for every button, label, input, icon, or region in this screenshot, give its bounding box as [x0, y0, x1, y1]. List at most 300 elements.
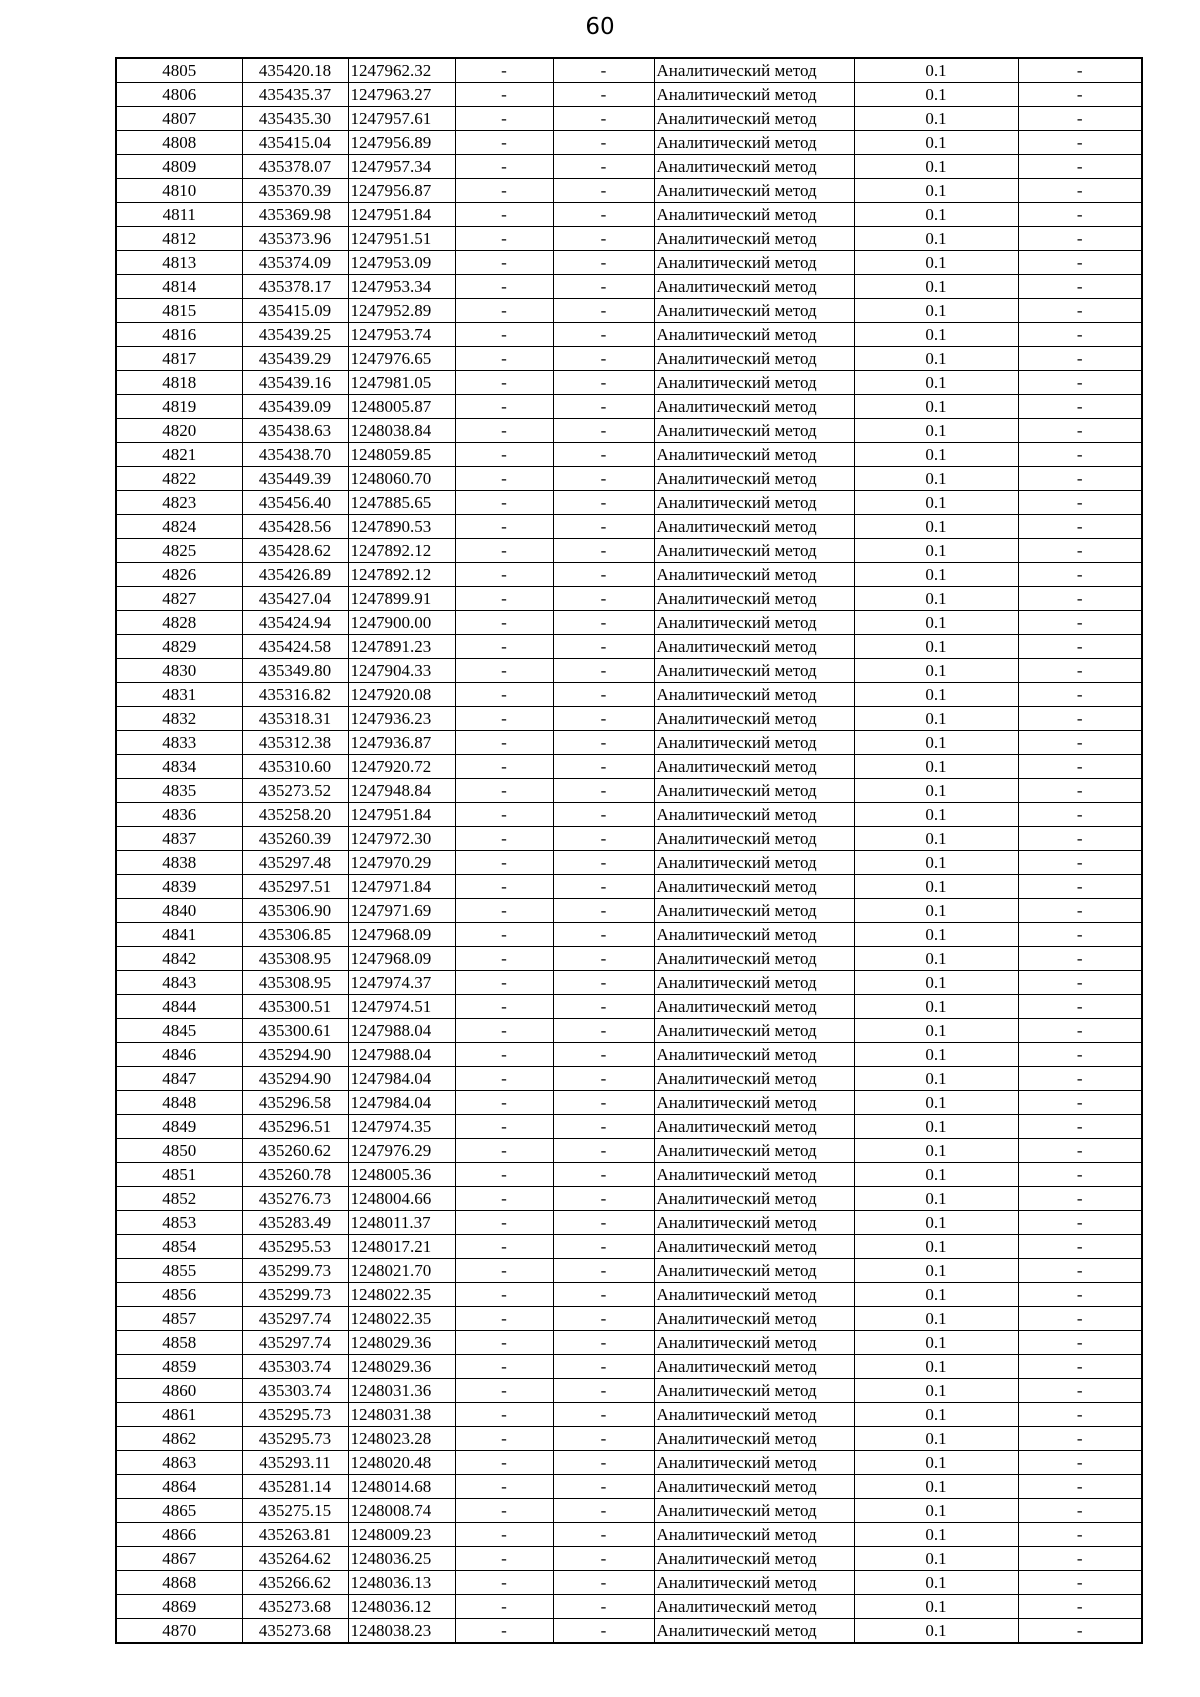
point-number-cell: 4834 — [116, 755, 242, 779]
y-coordinate-cell: 1247953.09 — [348, 251, 455, 275]
accuracy-cell: 0.1 — [854, 1523, 1018, 1547]
y-coordinate-cell: 1248022.35 — [348, 1283, 455, 1307]
y-coordinate-cell: 1248004.66 — [348, 1187, 455, 1211]
empty-dash-cell: - — [455, 1427, 553, 1451]
empty-dash-cell: - — [553, 1427, 654, 1451]
point-number-cell: 4845 — [116, 1019, 242, 1043]
y-coordinate-cell: 1247885.65 — [348, 491, 455, 515]
y-coordinate-cell: 1247956.89 — [348, 131, 455, 155]
x-coordinate-cell: 435318.31 — [242, 707, 348, 731]
point-number-cell: 4847 — [116, 1067, 242, 1091]
y-coordinate-cell: 1248031.38 — [348, 1403, 455, 1427]
empty-dash-cell: - — [553, 155, 654, 179]
empty-dash-cell: - — [553, 1331, 654, 1355]
empty-dash-cell: - — [553, 1595, 654, 1619]
empty-dash-cell: - — [1018, 203, 1142, 227]
table-row — [116, 371, 1142, 395]
point-number-cell: 4817 — [116, 347, 242, 371]
empty-dash-cell: - — [1018, 443, 1142, 467]
empty-dash-cell: - — [1018, 683, 1142, 707]
y-coordinate-cell: 1248029.36 — [348, 1331, 455, 1355]
y-coordinate-cell: 1248022.35 — [348, 1307, 455, 1331]
empty-dash-cell: - — [1018, 371, 1142, 395]
empty-dash-cell: - — [1018, 58, 1142, 83]
x-coordinate-cell: 435308.95 — [242, 947, 348, 971]
accuracy-cell: 0.1 — [854, 203, 1018, 227]
empty-dash-cell: - — [1018, 179, 1142, 203]
accuracy-cell: 0.1 — [854, 1115, 1018, 1139]
x-coordinate-cell: 435300.51 — [242, 995, 348, 1019]
accuracy-cell: 0.1 — [854, 1163, 1018, 1187]
y-coordinate-cell: 1248036.13 — [348, 1571, 455, 1595]
empty-dash-cell: - — [455, 1139, 553, 1163]
accuracy-cell: 0.1 — [854, 179, 1018, 203]
empty-dash-cell: - — [1018, 1307, 1142, 1331]
empty-dash-cell: - — [455, 923, 553, 947]
table-row — [116, 515, 1142, 539]
table-row — [116, 1619, 1142, 1644]
x-coordinate-cell: 435424.58 — [242, 635, 348, 659]
empty-dash-cell: - — [1018, 107, 1142, 131]
accuracy-cell: 0.1 — [854, 323, 1018, 347]
accuracy-cell: 0.1 — [854, 995, 1018, 1019]
accuracy-cell: 0.1 — [854, 539, 1018, 563]
table-row — [116, 275, 1142, 299]
empty-dash-cell: - — [1018, 1475, 1142, 1499]
empty-dash-cell: - — [455, 467, 553, 491]
empty-dash-cell: - — [455, 1331, 553, 1355]
table-row — [116, 443, 1142, 467]
y-coordinate-cell: 1247974.51 — [348, 995, 455, 1019]
empty-dash-cell: - — [455, 1091, 553, 1115]
empty-dash-cell: - — [455, 1043, 553, 1067]
accuracy-cell: 0.1 — [854, 1571, 1018, 1595]
y-coordinate-cell: 1247968.09 — [348, 947, 455, 971]
method-cell: Аналитический метод — [654, 1571, 854, 1595]
empty-dash-cell: - — [1018, 899, 1142, 923]
empty-dash-cell: - — [1018, 1187, 1142, 1211]
empty-dash-cell: - — [1018, 1139, 1142, 1163]
accuracy-cell: 0.1 — [854, 251, 1018, 275]
point-number-cell: 4867 — [116, 1547, 242, 1571]
method-cell: Аналитический метод — [654, 347, 854, 371]
empty-dash-cell: - — [455, 1475, 553, 1499]
method-cell: Аналитический метод — [654, 155, 854, 179]
y-coordinate-cell: 1248009.23 — [348, 1523, 455, 1547]
empty-dash-cell: - — [455, 1523, 553, 1547]
method-cell: Аналитический метод — [654, 1523, 854, 1547]
point-number-cell: 4805 — [116, 58, 242, 83]
point-number-cell: 4808 — [116, 131, 242, 155]
y-coordinate-cell: 1247953.74 — [348, 323, 455, 347]
empty-dash-cell: - — [553, 1523, 654, 1547]
x-coordinate-cell: 435266.62 — [242, 1571, 348, 1595]
x-coordinate-cell: 435310.60 — [242, 755, 348, 779]
accuracy-cell: 0.1 — [854, 467, 1018, 491]
method-cell: Аналитический метод — [654, 1547, 854, 1571]
empty-dash-cell: - — [553, 1379, 654, 1403]
empty-dash-cell: - — [1018, 995, 1142, 1019]
point-number-cell: 4840 — [116, 899, 242, 923]
y-coordinate-cell: 1248005.36 — [348, 1163, 455, 1187]
point-number-cell: 4838 — [116, 851, 242, 875]
table-row — [116, 1163, 1142, 1187]
y-coordinate-cell: 1247936.87 — [348, 731, 455, 755]
empty-dash-cell: - — [553, 803, 654, 827]
point-number-cell: 4833 — [116, 731, 242, 755]
x-coordinate-cell: 435294.90 — [242, 1067, 348, 1091]
x-coordinate-cell: 435415.04 — [242, 131, 348, 155]
empty-dash-cell: - — [553, 611, 654, 635]
empty-dash-cell: - — [1018, 1235, 1142, 1259]
accuracy-cell: 0.1 — [854, 1307, 1018, 1331]
empty-dash-cell: - — [1018, 227, 1142, 251]
method-cell: Аналитический метод — [654, 1283, 854, 1307]
accuracy-cell: 0.1 — [854, 371, 1018, 395]
empty-dash-cell: - — [553, 947, 654, 971]
point-number-cell: 4813 — [116, 251, 242, 275]
empty-dash-cell: - — [553, 875, 654, 899]
accuracy-cell: 0.1 — [854, 971, 1018, 995]
accuracy-cell: 0.1 — [854, 1235, 1018, 1259]
accuracy-cell: 0.1 — [854, 635, 1018, 659]
y-coordinate-cell: 1247988.04 — [348, 1019, 455, 1043]
point-number-cell: 4857 — [116, 1307, 242, 1331]
y-coordinate-cell: 1248060.70 — [348, 467, 455, 491]
empty-dash-cell: - — [455, 971, 553, 995]
empty-dash-cell: - — [553, 1547, 654, 1571]
empty-dash-cell: - — [455, 635, 553, 659]
table-row — [116, 1379, 1142, 1403]
empty-dash-cell: - — [455, 1619, 553, 1644]
empty-dash-cell: - — [553, 227, 654, 251]
empty-dash-cell: - — [553, 491, 654, 515]
empty-dash-cell: - — [455, 299, 553, 323]
empty-dash-cell: - — [455, 851, 553, 875]
empty-dash-cell: - — [1018, 803, 1142, 827]
x-coordinate-cell: 435415.09 — [242, 299, 348, 323]
empty-dash-cell: - — [455, 827, 553, 851]
empty-dash-cell: - — [1018, 971, 1142, 995]
table-row — [116, 1307, 1142, 1331]
accuracy-cell: 0.1 — [854, 1475, 1018, 1499]
empty-dash-cell: - — [553, 1187, 654, 1211]
empty-dash-cell: - — [455, 203, 553, 227]
point-number-cell: 4824 — [116, 515, 242, 539]
y-coordinate-cell: 1248036.12 — [348, 1595, 455, 1619]
x-coordinate-cell: 435308.95 — [242, 971, 348, 995]
method-cell: Аналитический метод — [654, 1427, 854, 1451]
method-cell: Аналитический метод — [654, 1595, 854, 1619]
method-cell: Аналитический метод — [654, 227, 854, 251]
empty-dash-cell: - — [1018, 1547, 1142, 1571]
empty-dash-cell: - — [1018, 1331, 1142, 1355]
x-coordinate-cell: 435273.52 — [242, 779, 348, 803]
empty-dash-cell: - — [455, 1211, 553, 1235]
empty-dash-cell: - — [1018, 779, 1142, 803]
table-row — [116, 227, 1142, 251]
y-coordinate-cell: 1247952.89 — [348, 299, 455, 323]
accuracy-cell: 0.1 — [854, 779, 1018, 803]
method-cell: Аналитический метод — [654, 467, 854, 491]
empty-dash-cell: - — [553, 1259, 654, 1283]
point-number-cell: 4811 — [116, 203, 242, 227]
y-coordinate-cell: 1248029.36 — [348, 1355, 455, 1379]
x-coordinate-cell: 435428.62 — [242, 539, 348, 563]
empty-dash-cell: - — [553, 275, 654, 299]
accuracy-cell: 0.1 — [854, 659, 1018, 683]
method-cell: Аналитический метод — [654, 1115, 854, 1139]
method-cell: Аналитический метод — [654, 659, 854, 683]
empty-dash-cell: - — [455, 83, 553, 107]
empty-dash-cell: - — [553, 1403, 654, 1427]
point-number-cell: 4870 — [116, 1619, 242, 1644]
method-cell: Аналитический метод — [654, 1355, 854, 1379]
point-number-cell: 4869 — [116, 1595, 242, 1619]
empty-dash-cell: - — [553, 347, 654, 371]
empty-dash-cell: - — [455, 419, 553, 443]
point-number-cell: 4846 — [116, 1043, 242, 1067]
x-coordinate-cell: 435378.17 — [242, 275, 348, 299]
empty-dash-cell: - — [1018, 923, 1142, 947]
empty-dash-cell: - — [1018, 875, 1142, 899]
accuracy-cell: 0.1 — [854, 515, 1018, 539]
point-number-cell: 4825 — [116, 539, 242, 563]
accuracy-cell: 0.1 — [854, 299, 1018, 323]
x-coordinate-cell: 435424.94 — [242, 611, 348, 635]
empty-dash-cell: - — [1018, 1211, 1142, 1235]
method-cell: Аналитический метод — [654, 971, 854, 995]
table-row — [116, 1043, 1142, 1067]
method-cell: Аналитический метод — [654, 1163, 854, 1187]
empty-dash-cell: - — [455, 707, 553, 731]
table-row — [116, 1547, 1142, 1571]
empty-dash-cell: - — [553, 587, 654, 611]
y-coordinate-cell: 1247972.30 — [348, 827, 455, 851]
empty-dash-cell: - — [1018, 467, 1142, 491]
x-coordinate-cell: 435276.73 — [242, 1187, 348, 1211]
x-coordinate-cell: 435427.04 — [242, 587, 348, 611]
empty-dash-cell: - — [455, 371, 553, 395]
empty-dash-cell: - — [1018, 323, 1142, 347]
x-coordinate-cell: 435294.90 — [242, 1043, 348, 1067]
empty-dash-cell: - — [553, 827, 654, 851]
y-coordinate-cell: 1247957.61 — [348, 107, 455, 131]
y-coordinate-cell: 1247956.87 — [348, 179, 455, 203]
point-number-cell: 4856 — [116, 1283, 242, 1307]
x-coordinate-cell: 435297.51 — [242, 875, 348, 899]
empty-dash-cell: - — [455, 107, 553, 131]
method-cell: Аналитический метод — [654, 1067, 854, 1091]
table-row — [116, 1019, 1142, 1043]
point-number-cell: 4821 — [116, 443, 242, 467]
method-cell: Аналитический метод — [654, 1235, 854, 1259]
empty-dash-cell: - — [455, 1355, 553, 1379]
empty-dash-cell: - — [1018, 275, 1142, 299]
table-row — [116, 323, 1142, 347]
y-coordinate-cell: 1247976.65 — [348, 347, 455, 371]
y-coordinate-cell: 1247891.23 — [348, 635, 455, 659]
table-row — [116, 923, 1142, 947]
point-number-cell: 4864 — [116, 1475, 242, 1499]
point-number-cell: 4807 — [116, 107, 242, 131]
y-coordinate-cell: 1247974.35 — [348, 1115, 455, 1139]
empty-dash-cell: - — [553, 1139, 654, 1163]
empty-dash-cell: - — [553, 131, 654, 155]
accuracy-cell: 0.1 — [854, 563, 1018, 587]
method-cell: Аналитический метод — [654, 1451, 854, 1475]
method-cell: Аналитический метод — [654, 443, 854, 467]
empty-dash-cell: - — [455, 779, 553, 803]
method-cell: Аналитический метод — [654, 707, 854, 731]
y-coordinate-cell: 1248011.37 — [348, 1211, 455, 1235]
x-coordinate-cell: 435295.73 — [242, 1403, 348, 1427]
method-cell: Аналитический метод — [654, 395, 854, 419]
method-cell: Аналитический метод — [654, 251, 854, 275]
empty-dash-cell: - — [553, 659, 654, 683]
accuracy-cell: 0.1 — [854, 1067, 1018, 1091]
method-cell: Аналитический метод — [654, 1187, 854, 1211]
accuracy-cell: 0.1 — [854, 1595, 1018, 1619]
method-cell: Аналитический метод — [654, 731, 854, 755]
accuracy-cell: 0.1 — [854, 875, 1018, 899]
point-number-cell: 4861 — [116, 1403, 242, 1427]
x-coordinate-cell: 435420.18 — [242, 58, 348, 83]
table-row — [116, 1523, 1142, 1547]
empty-dash-cell: - — [553, 755, 654, 779]
method-cell: Аналитический метод — [654, 1211, 854, 1235]
accuracy-cell: 0.1 — [854, 419, 1018, 443]
empty-dash-cell: - — [553, 1499, 654, 1523]
empty-dash-cell: - — [455, 227, 553, 251]
empty-dash-cell: - — [553, 1451, 654, 1475]
empty-dash-cell: - — [455, 1571, 553, 1595]
empty-dash-cell: - — [455, 1379, 553, 1403]
empty-dash-cell: - — [1018, 131, 1142, 155]
point-number-cell: 4816 — [116, 323, 242, 347]
table-row — [116, 1403, 1142, 1427]
accuracy-cell: 0.1 — [854, 851, 1018, 875]
accuracy-cell: 0.1 — [854, 1139, 1018, 1163]
method-cell: Аналитический метод — [654, 683, 854, 707]
empty-dash-cell: - — [455, 443, 553, 467]
x-coordinate-cell: 435263.81 — [242, 1523, 348, 1547]
y-coordinate-cell: 1247988.04 — [348, 1043, 455, 1067]
x-coordinate-cell: 435273.68 — [242, 1619, 348, 1644]
table-row — [116, 587, 1142, 611]
empty-dash-cell: - — [1018, 83, 1142, 107]
empty-dash-cell: - — [455, 179, 553, 203]
table-row — [116, 491, 1142, 515]
table-row — [116, 995, 1142, 1019]
x-coordinate-cell: 435349.80 — [242, 659, 348, 683]
x-coordinate-cell: 435297.74 — [242, 1331, 348, 1355]
y-coordinate-cell: 1247900.00 — [348, 611, 455, 635]
empty-dash-cell: - — [553, 1067, 654, 1091]
method-cell: Аналитический метод — [654, 1091, 854, 1115]
y-coordinate-cell: 1247971.69 — [348, 899, 455, 923]
method-cell: Аналитический метод — [654, 58, 854, 83]
method-cell: Аналитический метод — [654, 131, 854, 155]
empty-dash-cell: - — [455, 1283, 553, 1307]
method-cell: Аналитический метод — [654, 179, 854, 203]
accuracy-cell: 0.1 — [854, 587, 1018, 611]
table-row — [116, 947, 1142, 971]
empty-dash-cell: - — [1018, 1355, 1142, 1379]
empty-dash-cell: - — [553, 443, 654, 467]
y-coordinate-cell: 1247984.04 — [348, 1067, 455, 1091]
point-number-cell: 4848 — [116, 1091, 242, 1115]
point-number-cell: 4815 — [116, 299, 242, 323]
x-coordinate-cell: 435312.38 — [242, 731, 348, 755]
method-cell: Аналитический метод — [654, 827, 854, 851]
empty-dash-cell: - — [553, 539, 654, 563]
empty-dash-cell: - — [1018, 251, 1142, 275]
y-coordinate-cell: 1248031.36 — [348, 1379, 455, 1403]
x-coordinate-cell: 435303.74 — [242, 1379, 348, 1403]
x-coordinate-cell: 435299.73 — [242, 1259, 348, 1283]
empty-dash-cell: - — [553, 395, 654, 419]
table-row — [116, 1475, 1142, 1499]
empty-dash-cell: - — [553, 923, 654, 947]
method-cell: Аналитический метод — [654, 1139, 854, 1163]
table-row — [116, 875, 1142, 899]
empty-dash-cell: - — [1018, 1571, 1142, 1595]
y-coordinate-cell: 1247976.29 — [348, 1139, 455, 1163]
empty-dash-cell: - — [553, 683, 654, 707]
empty-dash-cell: - — [553, 563, 654, 587]
table-row — [116, 1115, 1142, 1139]
table-row — [116, 1067, 1142, 1091]
accuracy-cell: 0.1 — [854, 1451, 1018, 1475]
empty-dash-cell: - — [455, 1019, 553, 1043]
y-coordinate-cell: 1248023.28 — [348, 1427, 455, 1451]
empty-dash-cell: - — [455, 1235, 553, 1259]
method-cell: Аналитический метод — [654, 851, 854, 875]
empty-dash-cell: - — [455, 731, 553, 755]
accuracy-cell: 0.1 — [854, 1283, 1018, 1307]
accuracy-cell: 0.1 — [854, 1427, 1018, 1451]
method-cell: Аналитический метод — [654, 1403, 854, 1427]
empty-dash-cell: - — [553, 251, 654, 275]
y-coordinate-cell: 1247962.32 — [348, 58, 455, 83]
point-number-cell: 4858 — [116, 1331, 242, 1355]
empty-dash-cell: - — [1018, 1259, 1142, 1283]
method-cell: Аналитический метод — [654, 371, 854, 395]
y-coordinate-cell: 1248038.84 — [348, 419, 455, 443]
empty-dash-cell: - — [1018, 1163, 1142, 1187]
point-number-cell: 4844 — [116, 995, 242, 1019]
point-number-cell: 4839 — [116, 875, 242, 899]
table-row — [116, 1283, 1142, 1307]
accuracy-cell: 0.1 — [854, 899, 1018, 923]
empty-dash-cell: - — [1018, 611, 1142, 635]
empty-dash-cell: - — [553, 1355, 654, 1379]
method-cell: Аналитический метод — [654, 1499, 854, 1523]
y-coordinate-cell: 1248021.70 — [348, 1259, 455, 1283]
table-row — [116, 131, 1142, 155]
accuracy-cell: 0.1 — [854, 611, 1018, 635]
method-cell: Аналитический метод — [654, 491, 854, 515]
table-row — [116, 179, 1142, 203]
y-coordinate-cell: 1248017.21 — [348, 1235, 455, 1259]
empty-dash-cell: - — [1018, 659, 1142, 683]
point-number-cell: 4853 — [116, 1211, 242, 1235]
accuracy-cell: 0.1 — [854, 803, 1018, 827]
empty-dash-cell: - — [553, 83, 654, 107]
empty-dash-cell: - — [1018, 587, 1142, 611]
method-cell: Аналитический метод — [654, 1475, 854, 1499]
